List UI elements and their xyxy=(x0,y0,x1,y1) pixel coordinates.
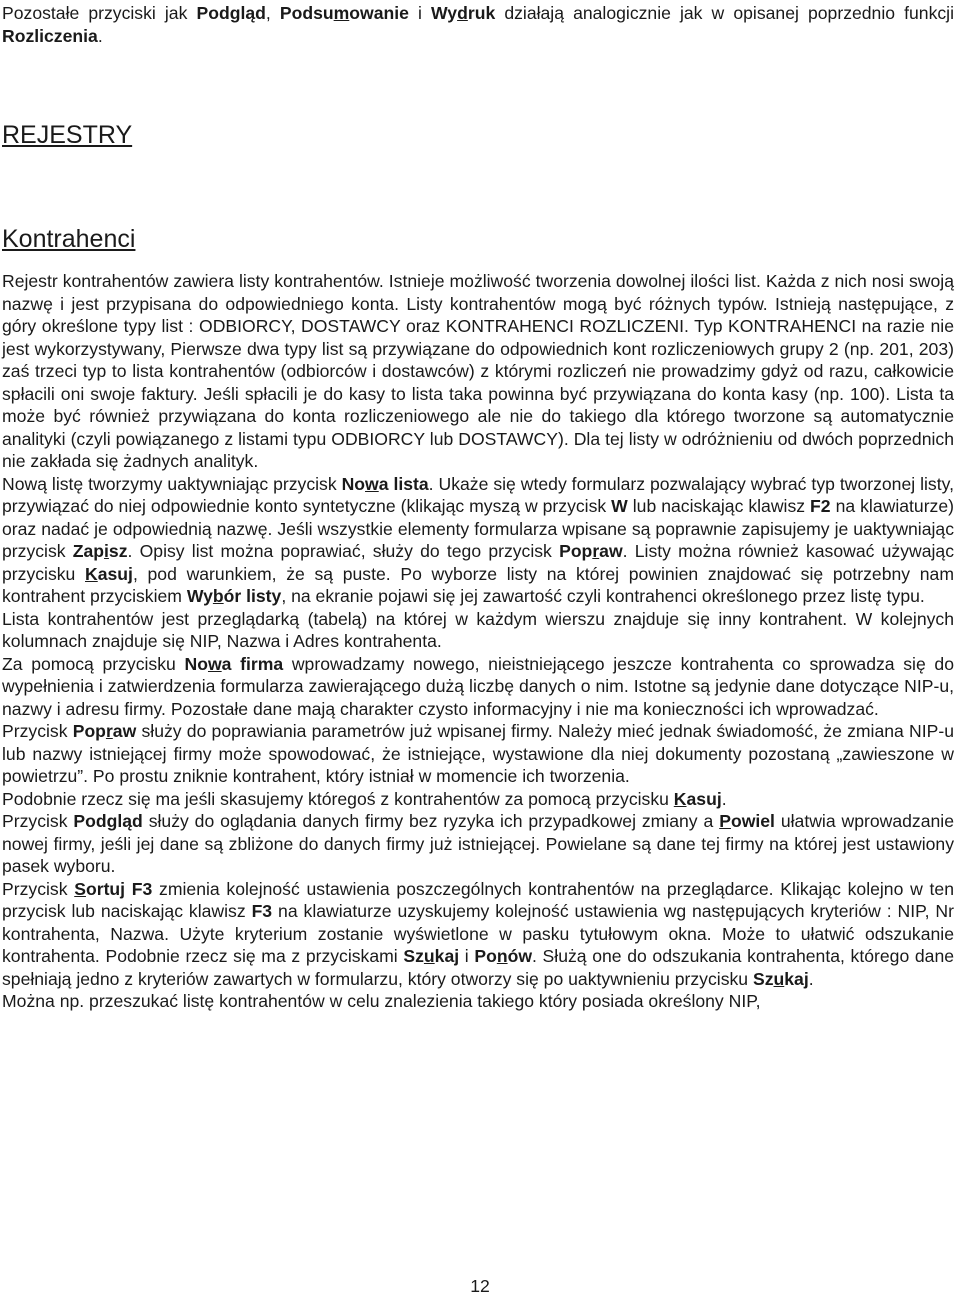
paragraph-registry-description: Rejestr kontrahentów zawiera listy kontrahentów. Istnieje możliwość tworzenia dowolnej ilości list. Każda z nich nosi swoją nazwę i jest przypisana do odpowiedniego konta. Listy kontrahentów mogą być różnych typów. Istnieją następujące, z góry określone typy list : ODBIORCY, DOSTAWCY oraz KONTRAHENCI ROZLICZENI. Typ KONTRAHENCI na razie nie jest wykorzystywany, Pierwsze dwa typy list są przywiązane do odpowiednich kont rozliczeniowych grupy 2 (np. 201, 203) zaś trzeci typ to lista kontrahentów (odbiorców i dostawców) z którymi rozliczeń nie prowadzimy gdyż od razu, całkowicie spłacili oni swoje faktury. Jeśli spłacili je do kasy to lista taka powinna być przywiązana do konta kasy (np. 100). Lista ta może być również przywiązana do konta rozliczeniowego ale nie do takiego dla którego tworzone są automatycznie analityki (czyli powiązanego z listami typu ODBIORCY lub DOSTAWCY). Dla tej listy w odróżnieniu od dwóch poprzednich nie zakłada się żadnych analityk. xyxy=(2,271,954,471)
button-ref-wybor-listy: Wybór listy xyxy=(186,586,282,606)
button-ref-podsumowanie: Podsumowanie xyxy=(279,3,409,23)
intro-text: , xyxy=(265,3,280,23)
button-ref-nowa-firma: Nowa firma xyxy=(184,653,284,674)
body-text xyxy=(2,270,954,1013)
button-ref-sortuj: Sortuj F3 xyxy=(74,878,153,899)
button-ref-ponow: Ponów xyxy=(474,946,533,966)
paragraph-new-firm: Za pomocą przycisku Nowa firma wprowadzamy nowego, nieistniejącego jeszcze kontrahenta co sprowadza się do wypełnienia i zatwierdzenia formularza zawierającego dużą liczbę danych o nim. Istotne są jedynie dane dotyczące NIP-u, nazwy i adresu firmy. Pozostałe dane mają charakter czysto informacyjny i nie ma konieczności ich wprowadzać. xyxy=(2,653,954,719)
paragraph-preview-duplicate: Przycisk Podgląd służy do oglądania danych firmy bez ryzyka ich przypadkowej zmiany a Powiel ułatwia wprowadzanie nowej firmy, jeśli jej dane są zbliżone do danych firmy już istniejącej. Powielane są dane tej firmy na której jest ustawiony pasek wyboru. xyxy=(2,811,954,876)
button-ref-zapisz: Zapisz xyxy=(72,541,128,561)
button-ref-podglad: Podgląd xyxy=(196,3,266,23)
key-ref-f3: F3 xyxy=(251,901,273,921)
button-ref-wydruk: Wydruk xyxy=(431,3,496,23)
paragraph-delete-firm: Podobnie rzecz się ma jeśli skasujemy któregoś z kontrahentów za pomocą przycisku Kasuj. xyxy=(2,788,727,809)
paragraph-sort-search: Przycisk Sortuj F3 zmienia kolejność ustawienia poszczególnych kontrahentów na przeglądarce. Klikając kolejno w ten przycisk lub naciskając klawisz F3 na klawiaturze uzyskujemy kolejność ustawienia wg następujących kryteriów : NIP, Nr kontrahenta, Nazwa. Użyte kryterium zostanie wyświetlone w pasku tytułowym okna. Może to ułatwić odszukanie kontrahenta. Podobnie rzecz się ma z przyciskami Szukaj i Ponów. Służą one do odszukania kontrahenta, którego dane spełniają jedno z kryteriów zawartych w formularzu, który otworzy się po uaktywnieniu przycisku Szukaj. xyxy=(2,878,955,989)
button-ref-popraw: Popraw xyxy=(559,541,623,561)
paragraph-edit-firm: Przycisk Popraw służy do poprawiania parametrów już wpisanej firmy. Należy mieć jednak świadomość, że zmiana NIP-u lub nazwy istniejącej firmy może spowodować, że istniejące, wystawione dla niej dokumenty pozostaną „zawieszone w powietrzu”. Po prostu zniknie kontrahent, który istniał w momencie ich tworzenia. xyxy=(2,721,954,786)
paragraph-search-example: Można np. przeszukać listę kontrahentów w celu znalezienia takiego który posiada określony NIP, xyxy=(2,991,761,1011)
button-ref-popraw: Popraw xyxy=(72,721,137,741)
page-number: 12 xyxy=(470,1276,490,1296)
section-title: REJESTRY xyxy=(2,121,133,149)
function-ref-rozliczenia: Rozliczenia xyxy=(2,25,98,46)
key-ref-f2: F2 xyxy=(810,496,831,516)
intro-paragraph: Pozostałe przyciski jak Podgląd, Podsumowanie i Wydruk działają analogicznie jak w opisanej poprzednio funkcji Rozliczenia. xyxy=(2,3,954,46)
paragraph-contractor-list: Lista kontrahentów jest przeglądarką (tabelą) na której w każdym wierszu znajduje się inny kontrahent. W kolejnych kolumnach znajduje się NIP, Nazwa i Adres kontrahenta. xyxy=(2,608,954,651)
button-ref-szukaj: Szukaj xyxy=(752,968,809,989)
subsection-title: Kontrahenci xyxy=(2,225,136,253)
button-ref-powiel: Powiel xyxy=(719,811,775,831)
intro-text: Pozostałe przyciski jak xyxy=(2,3,197,23)
intro-text: i xyxy=(408,3,432,23)
button-ref-szukaj: Szukaj xyxy=(403,946,460,966)
button-ref-kasuj: Kasuj xyxy=(85,563,133,584)
paragraph-new-list: Nową listę tworzymy uaktywniając przycisk Nowa lista. Ukaże się wtedy formularz pozwalający wybrać typ tworzonej listy, przywiązać do niej odpowiednie konto syntetyczne (klikając myszą w przycisk W lub naciskając klawisz F2 na klawiaturze) oraz nadać je odpowiednią nazwę. Jeśli wszystkie elementy formularza wpisane są poprawnie zapisujemy je uaktywniając przycisk Zapisz. Opisy list można poprawiać, służy do tego przycisk Popraw. Listy można również kasować używając przycisku Kasuj, pod warunkiem, że są puste. Po wyborze listy na której powinien znajdować się potrzebny nam kontrahent przyciskiem Wybór listy, na ekranie pojawi się jej zawartość czyli kontrahenci określonego przez listę typu. xyxy=(2,473,954,606)
button-ref-nowa-lista: Nowa lista xyxy=(341,473,429,494)
button-ref-kasuj: Kasuj xyxy=(673,788,722,809)
button-ref-w: W xyxy=(611,496,628,516)
intro-text: działają analogicznie jak w opisanej poprzednio funkcji xyxy=(495,3,954,23)
button-ref-podglad: Podgląd xyxy=(73,811,143,831)
